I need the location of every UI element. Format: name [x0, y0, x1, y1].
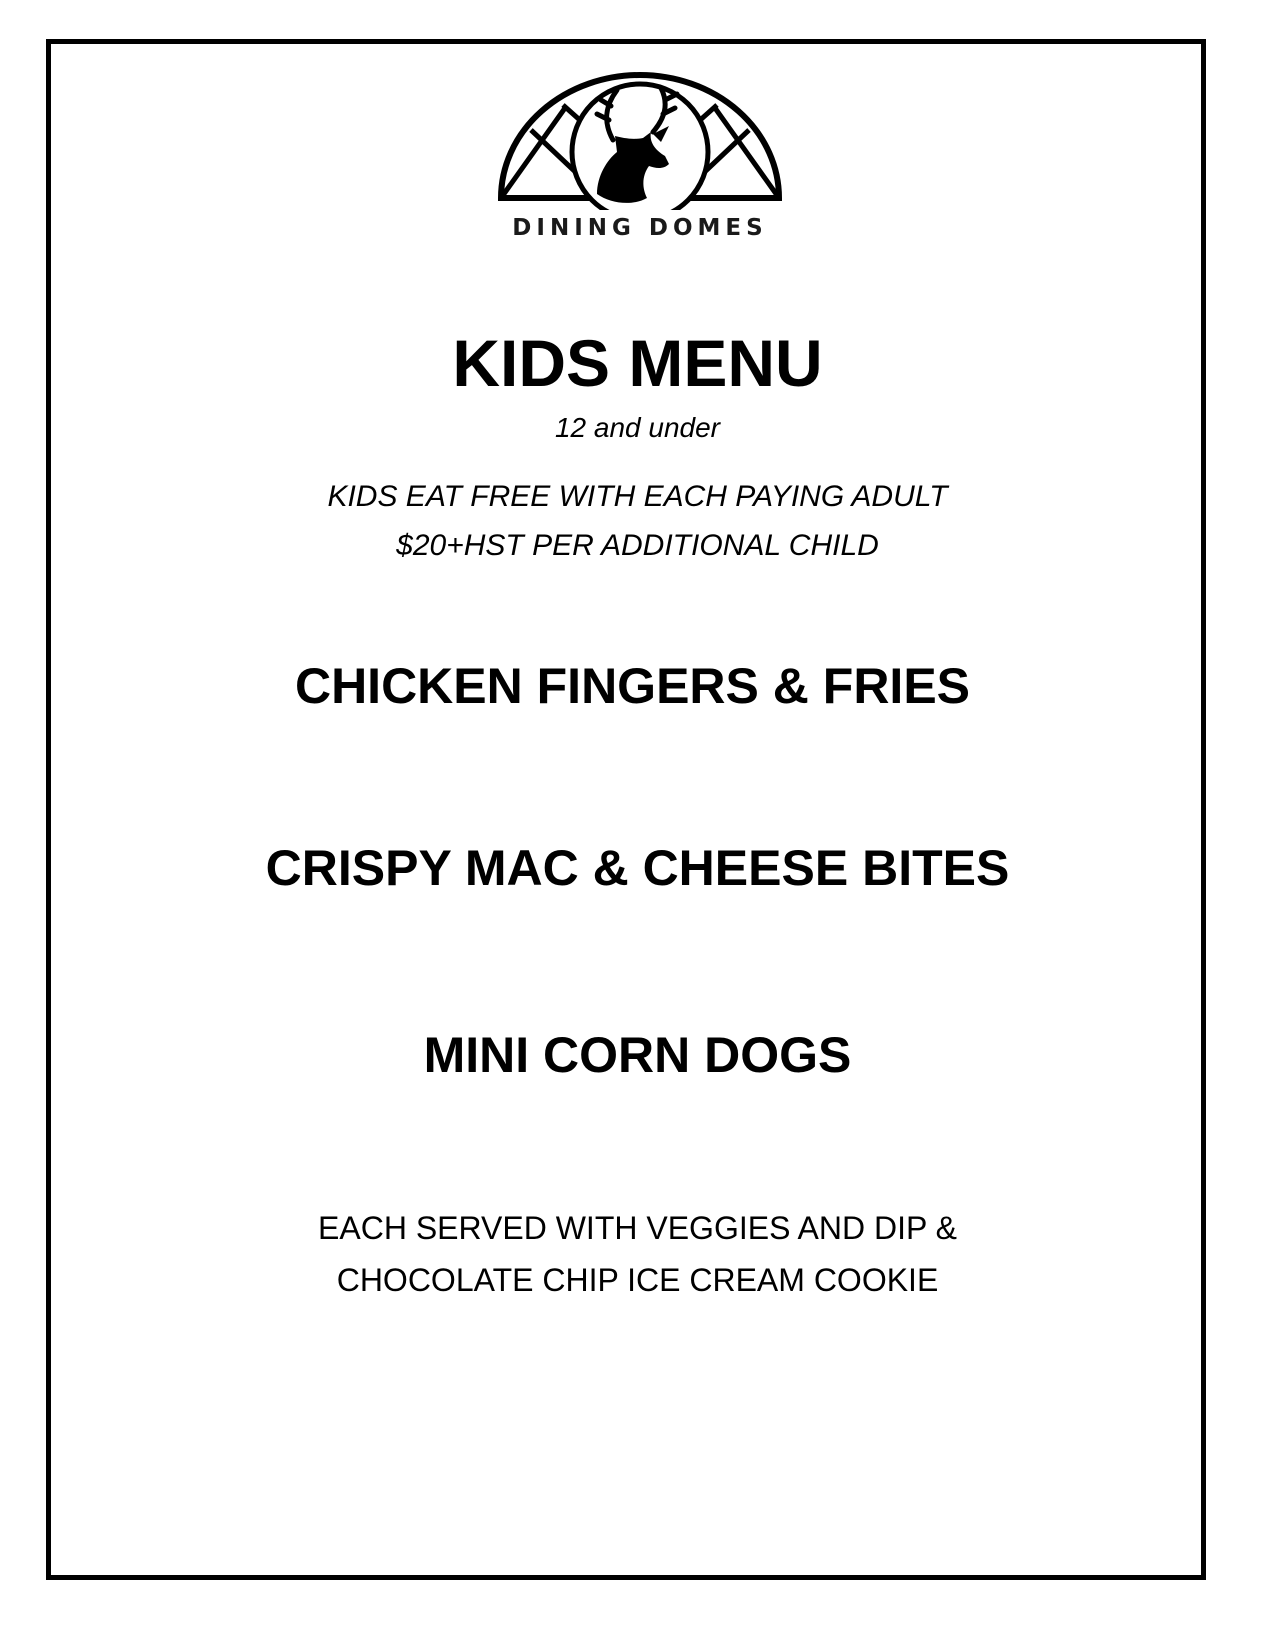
menu-item: CHICKEN FINGERS & FRIES: [294, 658, 971, 714]
menu-title: KIDS MENU: [452, 326, 823, 400]
logo-text: DINING DOMES: [512, 215, 768, 241]
footer-note: EACH SERVED WITH VEGGIES AND DIP &: [318, 1210, 957, 1246]
menu-subtitle: 12 and under: [554, 412, 721, 443]
page-border: [46, 39, 1206, 1580]
logo: [493, 70, 787, 246]
menu-item: CRISPY MAC & CHEESE BITES: [265, 840, 1010, 896]
footer-note: CHOCOLATE CHIP ICE CREAM COOKIE: [336, 1262, 939, 1298]
pricing-note: KIDS EAT FREE WITH EACH PAYING ADULT: [327, 480, 948, 513]
menu-item: MINI CORN DOGS: [423, 1027, 852, 1083]
stag-dome-logo-icon: [493, 70, 787, 210]
pricing-note: $20+HST PER ADDITIONAL CHILD: [396, 529, 879, 562]
